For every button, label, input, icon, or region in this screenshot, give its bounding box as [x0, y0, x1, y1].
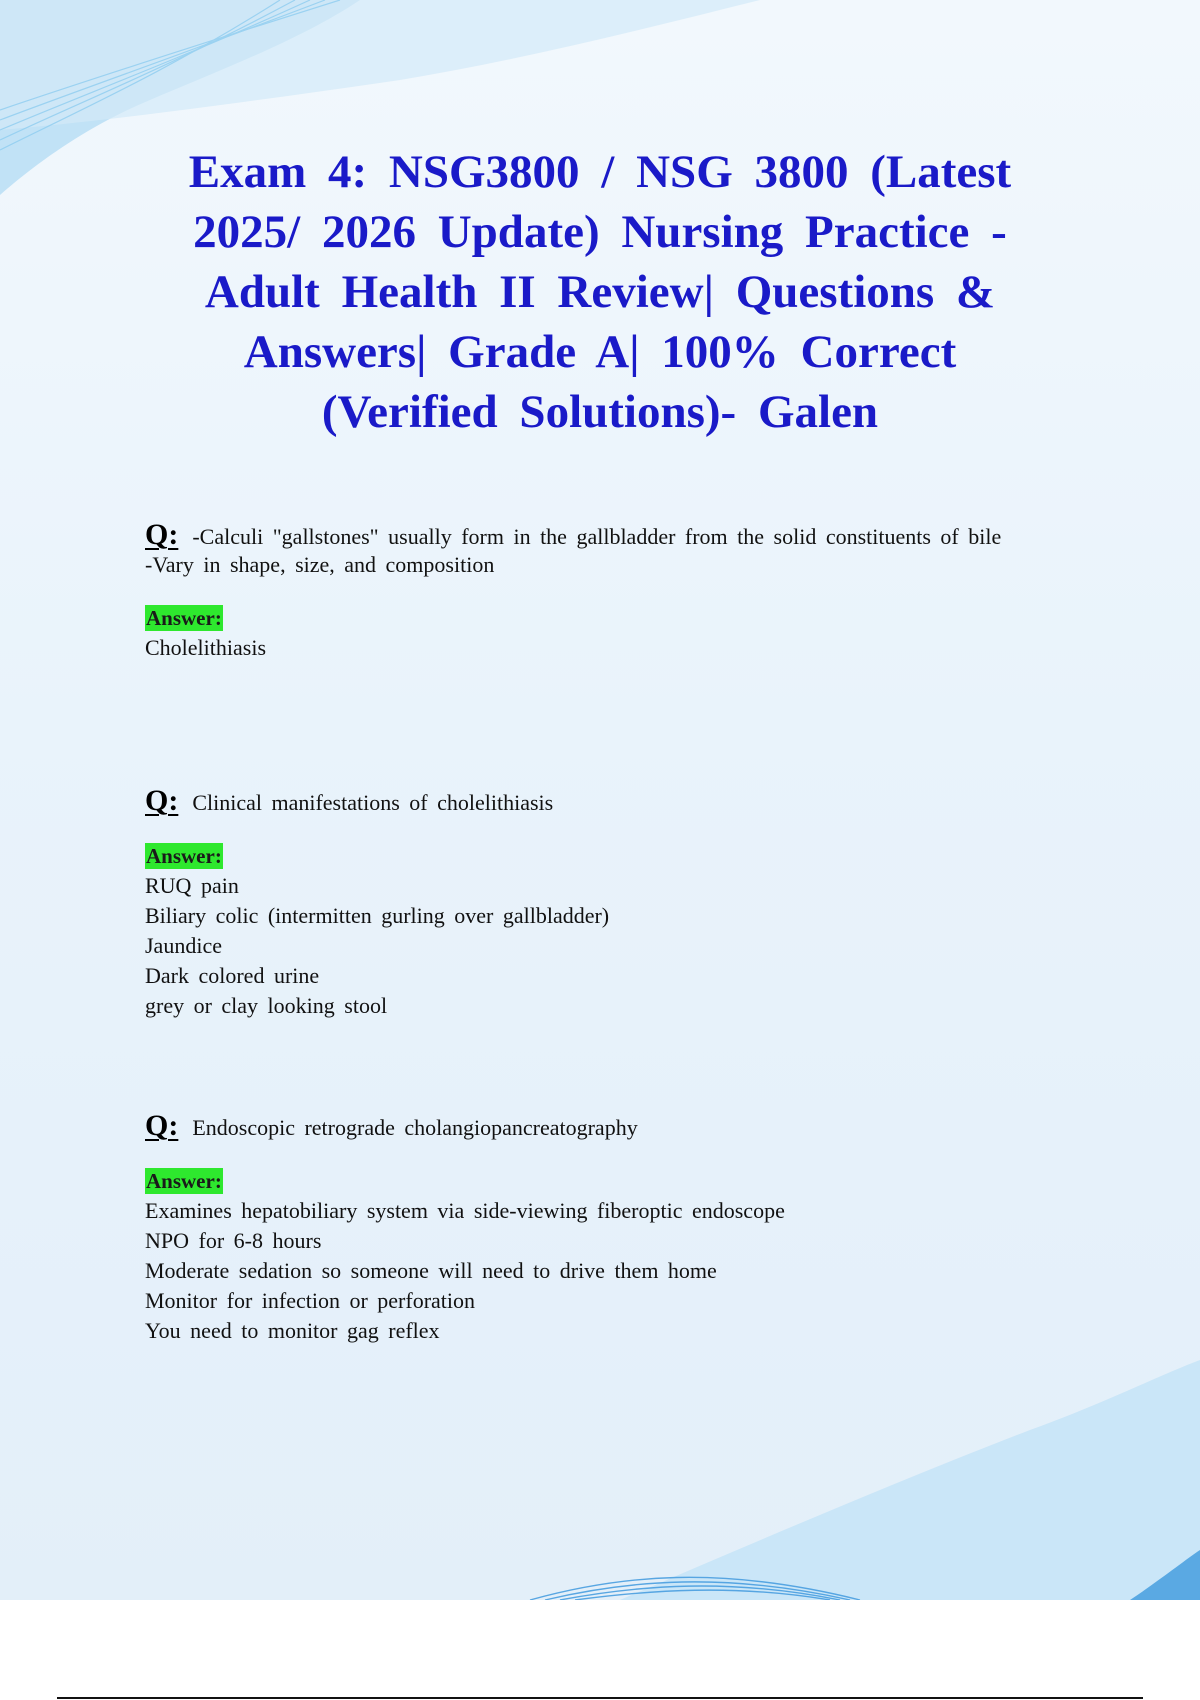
answer-label: Answer:: [146, 606, 222, 630]
answer-label: Answer:: [146, 844, 222, 868]
answer-label: Answer:: [146, 1169, 222, 1193]
answer-list: [145, 633, 1070, 663]
answer-line: Cholelithiasis: [145, 635, 266, 660]
question: [145, 520, 1070, 552]
answer-list: [145, 1196, 1070, 1346]
footer-rule: [57, 1697, 1143, 1699]
qa-item-3: [145, 1111, 1070, 1346]
top-left-wave-light: [0, 0, 760, 130]
qa-item-1: [145, 520, 1070, 663]
question-text-line: Endoscopic retrograde cholangiopancreatography: [192, 1115, 638, 1140]
answer-line: Moderate sedation so someone will need to drive them home: [145, 1258, 717, 1283]
question: [145, 1111, 1070, 1143]
answer-line: Examines hepatobiliary system via side-viewing fiberoptic endoscope: [145, 1198, 785, 1223]
question-label: Q:: [145, 518, 179, 551]
question-text-line: -Vary in shape, size, and composition: [145, 552, 495, 577]
question-label: Q:: [145, 784, 179, 817]
answer-line: NPO for 6-8 hours: [145, 1228, 322, 1253]
answer-line: RUQ pain: [145, 873, 239, 898]
bottom-right-wave: [620, 1360, 1200, 1600]
question-text-line: Clinical manifestations of cholelithiasis: [192, 790, 554, 815]
answer-line: Dark colored urine: [145, 963, 320, 988]
question: [145, 786, 1070, 818]
question-label: Q:: [145, 1109, 179, 1142]
answer-list: [145, 871, 1070, 1021]
question-text-line: -Calculi "gallstones" usually form in the gallbladder from the solid constituents of bile: [192, 524, 1002, 549]
answer-line: Monitor for infection or perforation: [145, 1288, 476, 1313]
document-title: Exam 4: NSG3800 / NSG 3800 (Latest 2025/ 2026 Update) Nursing Practice - Adult Health II Review| Questions & Answers| Grade A| 100% Correct (Verified Solutions)- Galen: [188, 146, 1012, 438]
answer-line: grey or clay looking stool: [145, 993, 388, 1018]
answer-line: Biliary colic (intermitten gurling over gallbladder): [145, 903, 610, 928]
answer-line: You need to monitor gag reflex: [145, 1318, 440, 1343]
answer-line: Jaundice: [145, 933, 222, 958]
qa-item-2: [145, 786, 1070, 1021]
